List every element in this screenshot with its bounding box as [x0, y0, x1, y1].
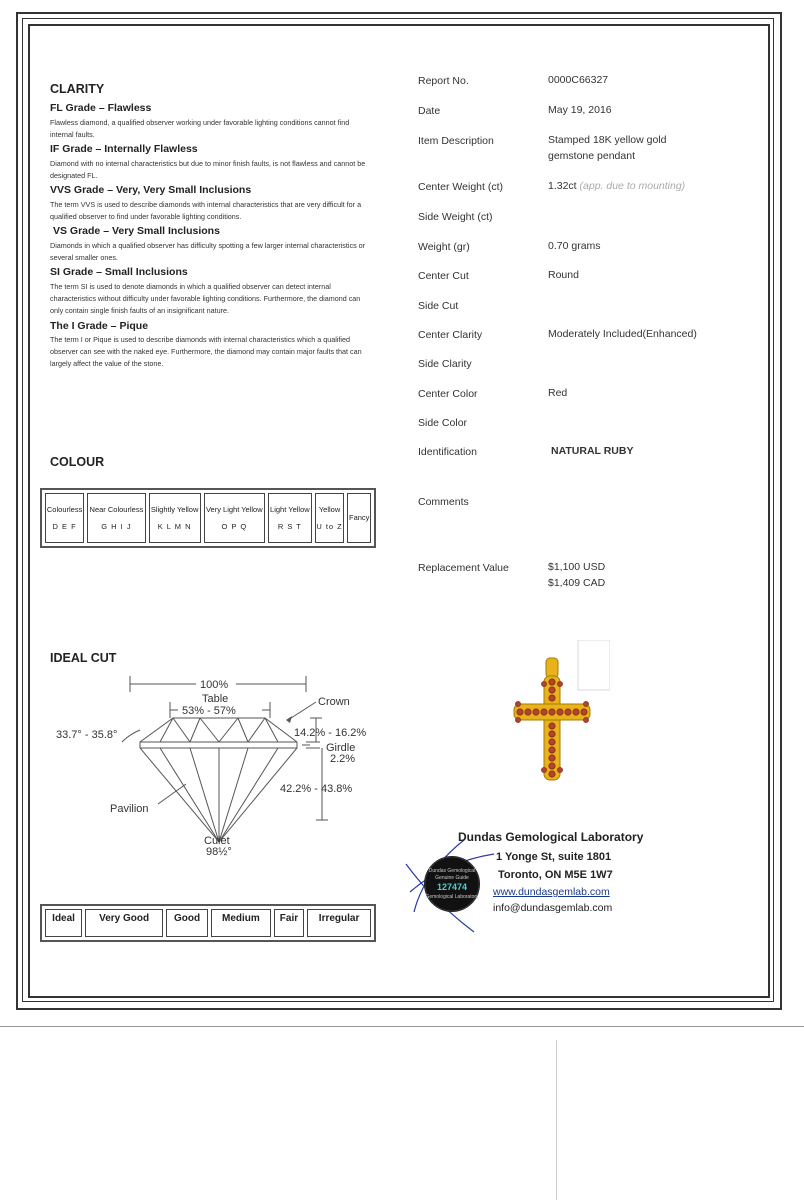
- colour-cell: [204, 493, 266, 543]
- item-description-label: Item Description: [418, 135, 494, 147]
- lab-address-line1: 1 Yonge St, suite 1801: [496, 851, 612, 863]
- colour-heading: COLOUR: [50, 455, 105, 469]
- clarity-grade-vvs-title: VVS Grade – Very, Very Small Inclusions: [50, 184, 252, 196]
- colour-code: D E F: [52, 521, 77, 531]
- report-no-value: 0000C66327: [548, 74, 609, 86]
- width-label: 100%: [200, 679, 229, 691]
- date-value: May 19, 2016: [548, 104, 612, 116]
- colour-code: R S T: [277, 521, 302, 531]
- cut-grade-cell: Good: [166, 909, 208, 937]
- center-cut-value: Round: [548, 269, 579, 281]
- table-label: Table: [202, 693, 229, 705]
- center-color-label: Center Color: [418, 388, 478, 400]
- colour-cell: [87, 493, 145, 543]
- lab-email[interactable]: info@dundasgemlab.com: [493, 902, 613, 914]
- pendant-photo: [510, 640, 610, 790]
- crown-angle-label: 33.7° - 35.8°: [56, 729, 118, 741]
- lab-address-line2: Toronto, ON M5E 1W7: [498, 869, 613, 881]
- clarity-grade-vs-text: Diamonds in which a qualified observer has difficulty spotting a few larger internal characteristics or several smaller ones.: [50, 241, 366, 262]
- pavilion-depth-label: 42.2% - 43.8%: [280, 783, 353, 795]
- cut-grade-cell: Medium: [211, 909, 271, 937]
- weight-value: 0.70 grams: [548, 240, 601, 252]
- replacement-value-usd: $1,100 USD: [548, 561, 606, 573]
- center-clarity-value: Moderately Included(Enhanced): [548, 328, 697, 340]
- colour-name: Fancy: [349, 512, 370, 522]
- colour-cell: [45, 493, 84, 543]
- clarity-grade-if-text: Diamond with no internal characteristics but due to minor finish faults, is not flawless and cannot be designated FL.: [50, 159, 366, 180]
- center-weight-value: 1.32ct: [548, 180, 577, 192]
- pavilion-label: Pavilion: [110, 803, 149, 815]
- colour-scale-table: [40, 488, 376, 548]
- girdle-label: Girdle: [326, 742, 356, 754]
- seal-text-mid: Genuine Guide: [435, 875, 469, 881]
- item-description-value: Stamped 18K yellow gold gemstone pendant: [548, 134, 667, 162]
- replacement-value-label: Replacement Value: [418, 562, 509, 574]
- side-weight-label: Side Weight (ct): [418, 211, 493, 223]
- cut-grade-cell: Very Good: [85, 909, 163, 937]
- clarity-grade-i-text: The term I or Pique is used to describe diamonds with internal characteristics which a qualified observer can see with the naked eye. Furthermore, the diamond may contain major faults that can largely affect the value of the stone.: [50, 335, 362, 368]
- culet-label: Culet: [204, 835, 230, 847]
- side-cut-label: Side Cut: [418, 300, 459, 312]
- center-color-value: Red: [548, 387, 568, 399]
- colour-cell: [315, 493, 345, 543]
- clarity-grade-vs-title: VS Grade – Very Small Inclusions: [53, 225, 220, 237]
- colour-cell: [347, 493, 371, 543]
- cut-scale-table: [40, 904, 376, 942]
- seal-text-top: Dundas Gemological: [428, 868, 476, 874]
- diamond-proportions-diagram: [40, 672, 380, 862]
- center-weight-label: Center Weight (ct): [418, 181, 503, 193]
- culet-pct-label: 98½°: [206, 846, 232, 858]
- center-clarity-label: Center Clarity: [418, 329, 483, 341]
- lab-name: Dundas Gemological Laboratory: [458, 830, 644, 844]
- replacement-value-cad: $1,409 CAD: [548, 577, 606, 589]
- weight-label: Weight (gr): [418, 241, 470, 253]
- table-range-label: 53% - 57%: [182, 705, 236, 717]
- clarity-grade-fl-title: FL Grade – Flawless: [50, 102, 152, 114]
- seal-text-bottom: Gemological Laboratory: [425, 894, 479, 900]
- colour-code: O P Q: [221, 521, 248, 531]
- clarity-grade-fl-text: Flawless diamond, a qualified observer working under favorable lighting conditions cannot find internal faults.: [50, 118, 350, 139]
- clarity-grade-si-text: The term SI is used to denote diamonds in which a qualified observer can detect internal characteristics without difficulty under favorable lighting conditions. Furthermore, the diamond can only contain single finish faults of an insignificant nature.: [50, 282, 361, 315]
- colour-name: Colourless: [46, 505, 83, 515]
- cut-grade-cell: Fair: [274, 909, 304, 937]
- center-weight-field: [548, 178, 685, 194]
- lab-website-link[interactable]: www.dundasgemlab.com: [493, 886, 610, 898]
- clarity-grade-if-title: IF Grade – Internally Flawless: [50, 143, 198, 155]
- side-clarity-label: Side Clarity: [418, 358, 472, 370]
- crown-height-label: 14.2% - 16.2%: [294, 727, 367, 739]
- cut-grade-cell: Ideal: [45, 909, 82, 937]
- identification-value: NATURAL RUBY: [551, 445, 634, 457]
- colour-code: K L M N: [157, 521, 192, 531]
- center-cut-label: Center Cut: [418, 270, 469, 282]
- colour-name: Very Light Yellow: [205, 505, 263, 515]
- seal-number: 127474: [436, 882, 468, 892]
- page-divider: [0, 1026, 804, 1027]
- clarity-grade-vvs-text: The term VVS is used to describe diamonds with internal characteristics that are very difficult for a qualified observer to find under favorable lighting conditions.: [50, 200, 362, 221]
- colour-name: Near Colourless: [89, 505, 144, 515]
- date-label: Date: [418, 105, 441, 117]
- crown-label: Crown: [318, 696, 350, 708]
- clarity-heading: CLARITY: [50, 82, 105, 96]
- colour-code: G H I J: [101, 521, 132, 531]
- lab-seal-logo: [404, 832, 500, 936]
- report-no-label: Report No.: [418, 75, 469, 87]
- colour-name: Light Yellow: [270, 505, 310, 515]
- girdle-pct-label: 2.2%: [330, 753, 356, 765]
- comments-label: Comments: [418, 496, 469, 508]
- colour-code: U to Z: [316, 521, 343, 531]
- center-weight-note: (app. due to mounting): [579, 180, 686, 192]
- identification-label: Identification: [418, 446, 477, 458]
- colour-cell: [268, 493, 312, 543]
- ideal-cut-heading: IDEAL CUT: [50, 651, 117, 665]
- side-color-label: Side Color: [418, 417, 468, 429]
- colour-name: Yellow: [318, 505, 341, 515]
- clarity-grade-si-title: SI Grade – Small Inclusions: [50, 266, 188, 278]
- cut-grade-cell: Irregular: [307, 909, 371, 937]
- colour-name: Slightly Yellow: [150, 505, 199, 515]
- clarity-grade-i-title: The I Grade – Pique: [50, 320, 149, 332]
- colour-cell: [149, 493, 201, 543]
- scan-edge-line: [556, 1040, 557, 1200]
